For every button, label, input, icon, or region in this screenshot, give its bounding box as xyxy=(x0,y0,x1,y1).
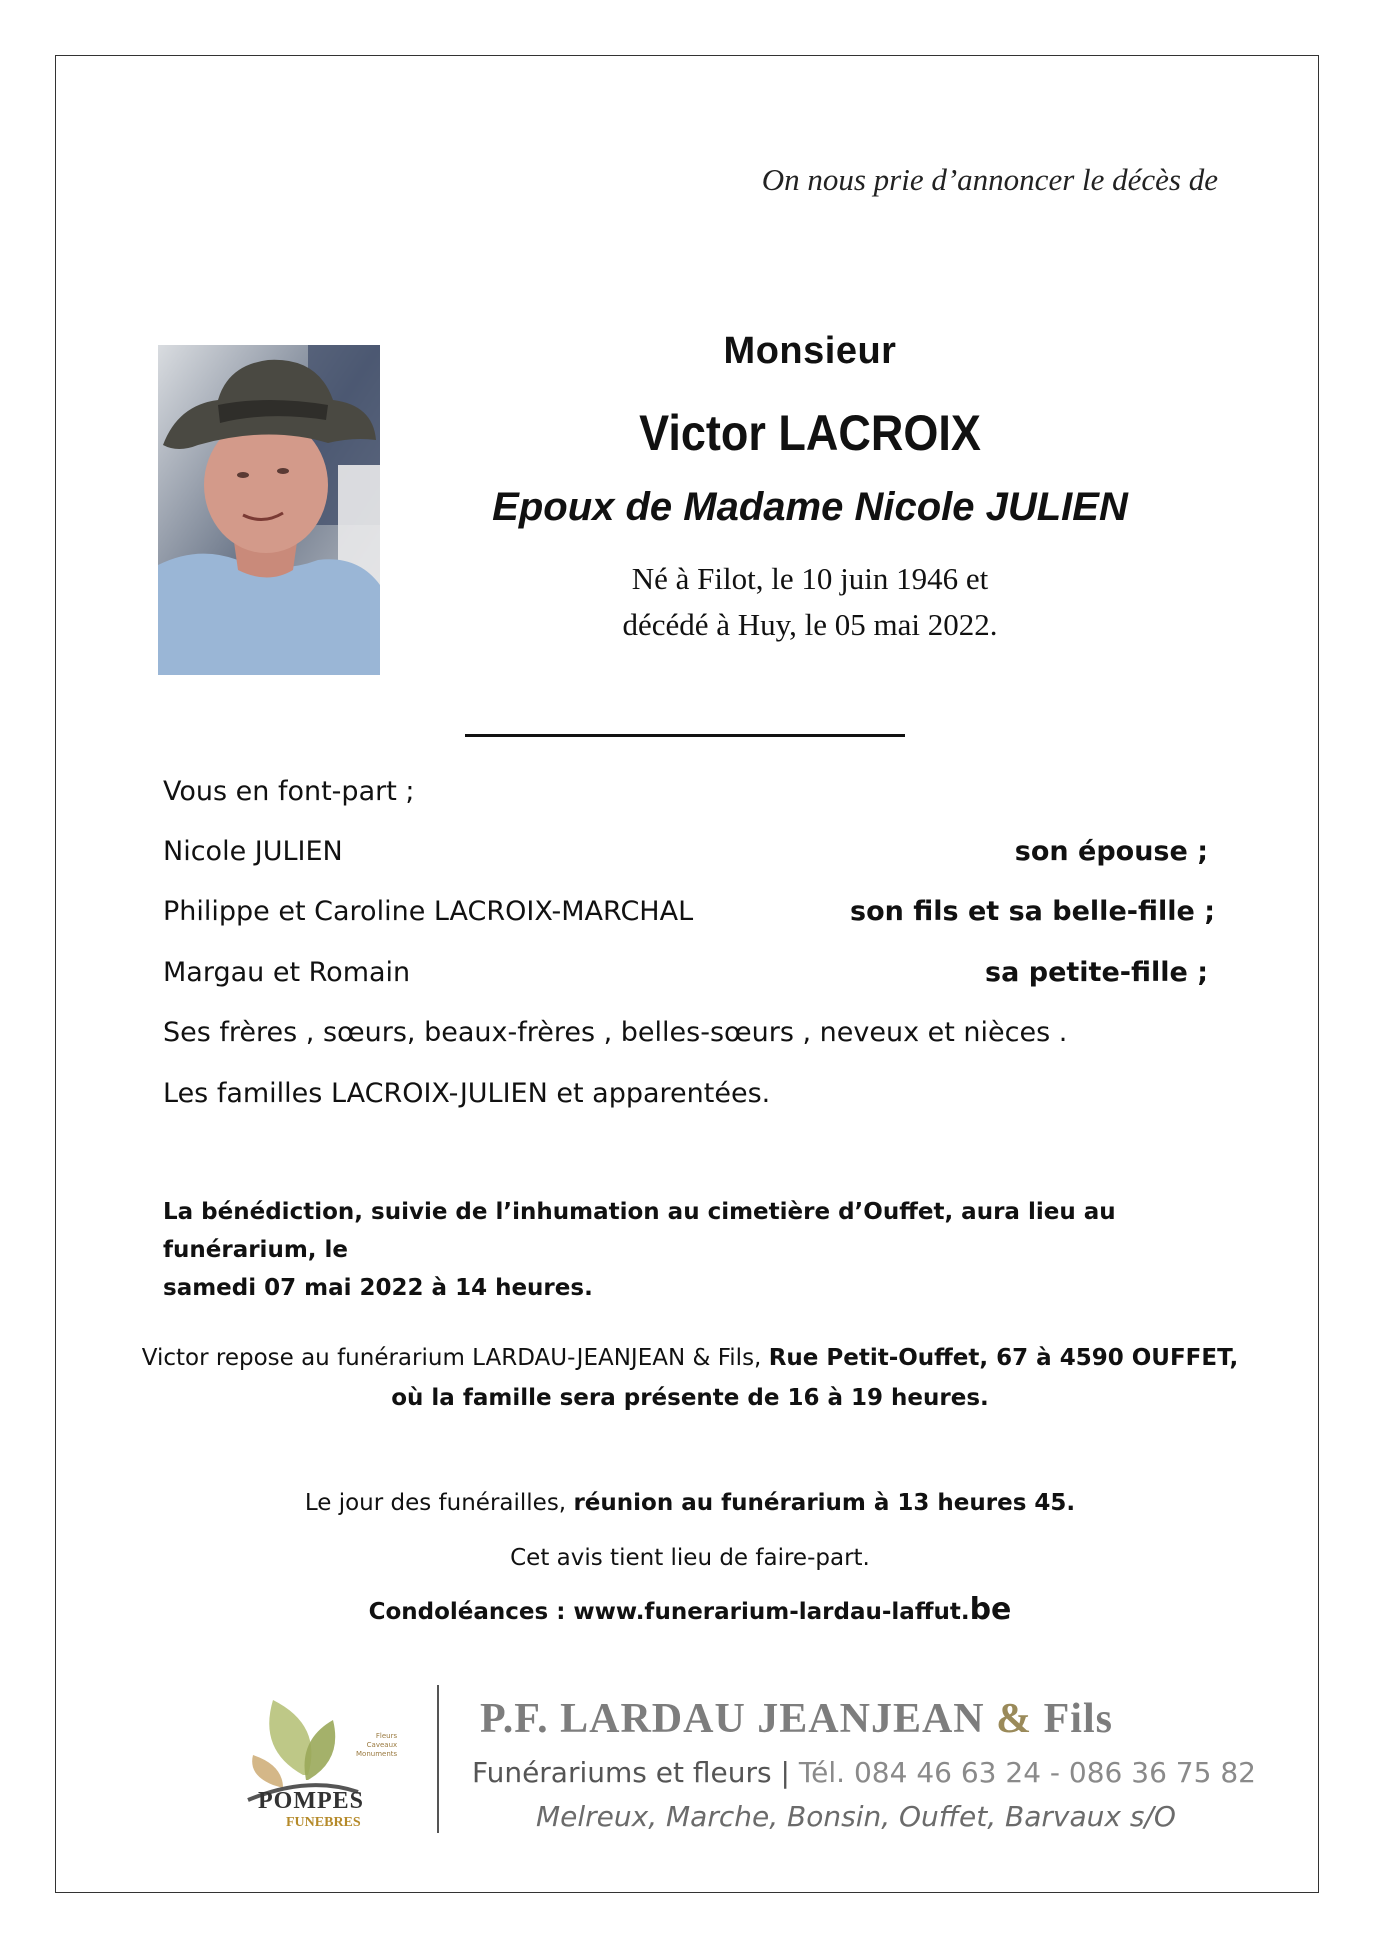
condolences-line xyxy=(120,1590,1260,1632)
rest-address: Rue Petit-Ouffet, 67 à 4590 OUFFET, xyxy=(768,1345,1239,1371)
ceremony-line-2: samedi 07 mai 2022 à 14 heures. xyxy=(163,1275,593,1301)
intro-text: On nous prie d’annoncer le décès de xyxy=(761,162,1218,197)
relation-person-1: Nicole JULIEN xyxy=(163,836,343,867)
rest-prefix: Victor repose au funérarium LARDAU-JEANJEAN & Fils, xyxy=(141,1345,769,1371)
separator-line xyxy=(465,734,905,737)
notice-text: Cet avis tient lieu de faire-part. xyxy=(510,1545,870,1571)
footer-divider xyxy=(437,1685,439,1833)
portrait-photo xyxy=(158,345,380,675)
company-phone: Tél. 084 46 63 24 - 086 36 75 82 xyxy=(798,1756,1256,1789)
logo-side-text: Fleurs Caveaux Monuments xyxy=(356,1732,398,1758)
deceased-name: Victor LACROIX xyxy=(639,405,981,461)
relation-label-1: son épouse ; xyxy=(1014,836,1208,867)
company-locations: Melreux, Marche, Bonsin, Ouffet, Barvaux s/O xyxy=(536,1800,1176,1833)
relation-person-2: Philippe et Caroline LACROIX-MARCHAL xyxy=(163,896,694,927)
condolences-tld: be xyxy=(969,1592,1012,1627)
death-line: décédé à Huy, le 05 mai 2022. xyxy=(622,607,998,642)
honorific: Monsieur xyxy=(723,330,897,372)
relation-person-3: Margau et Romain xyxy=(163,957,411,988)
spouse-line: Epoux de Madame Nicole JULIEN xyxy=(492,485,1128,529)
extended-family-line: Ses frères , sœurs, beaux-frères , belles-sœurs , neveux et nièces . xyxy=(163,1017,1068,1048)
company-contact: Funérariums et fleurs | Tél. 084 46 63 24 - 086 36 75 82 xyxy=(472,1756,1256,1789)
ceremony-text xyxy=(163,1193,1223,1307)
birth-line: Né à Filot, le 10 juin 1946 et xyxy=(631,561,989,596)
rest-hours: où la famille sera présente de 16 à 19 heures. xyxy=(391,1385,989,1411)
pompes-funebres-logo xyxy=(228,1680,428,1835)
birth-death-dates xyxy=(420,556,1200,648)
rest-text xyxy=(120,1338,1260,1418)
funeral-meeting-time: réunion au funérarium à 13 heures 45. xyxy=(573,1490,1076,1516)
logo-text-bottom: FUNEBRES xyxy=(286,1815,361,1830)
announce-heading: Vous en font-part ; xyxy=(163,776,415,807)
portrait-illustration xyxy=(158,345,380,675)
families-line: Les familles LACROIX-JULIEN et apparentées. xyxy=(163,1078,771,1109)
company-name: P.F. LARDAU JEANJEAN & Fils xyxy=(480,1696,1113,1742)
logo-text-top: POMPES xyxy=(258,1788,364,1814)
condolences-label: Condoléances : www.funerarium-lardau-laffut. xyxy=(368,1599,970,1625)
relation-label-2: son fils et sa belle-fille ; xyxy=(850,896,1215,927)
funeral-meeting xyxy=(120,1483,1260,1523)
relation-label-3: sa petite-fille ; xyxy=(985,957,1208,988)
funeral-prefix: Le jour des funérailles, xyxy=(304,1490,574,1516)
ceremony-line-1: La bénédiction, suivie de l’inhumation au cimetière d’Ouffet, aura lieu au funérarium, le xyxy=(163,1199,1116,1263)
